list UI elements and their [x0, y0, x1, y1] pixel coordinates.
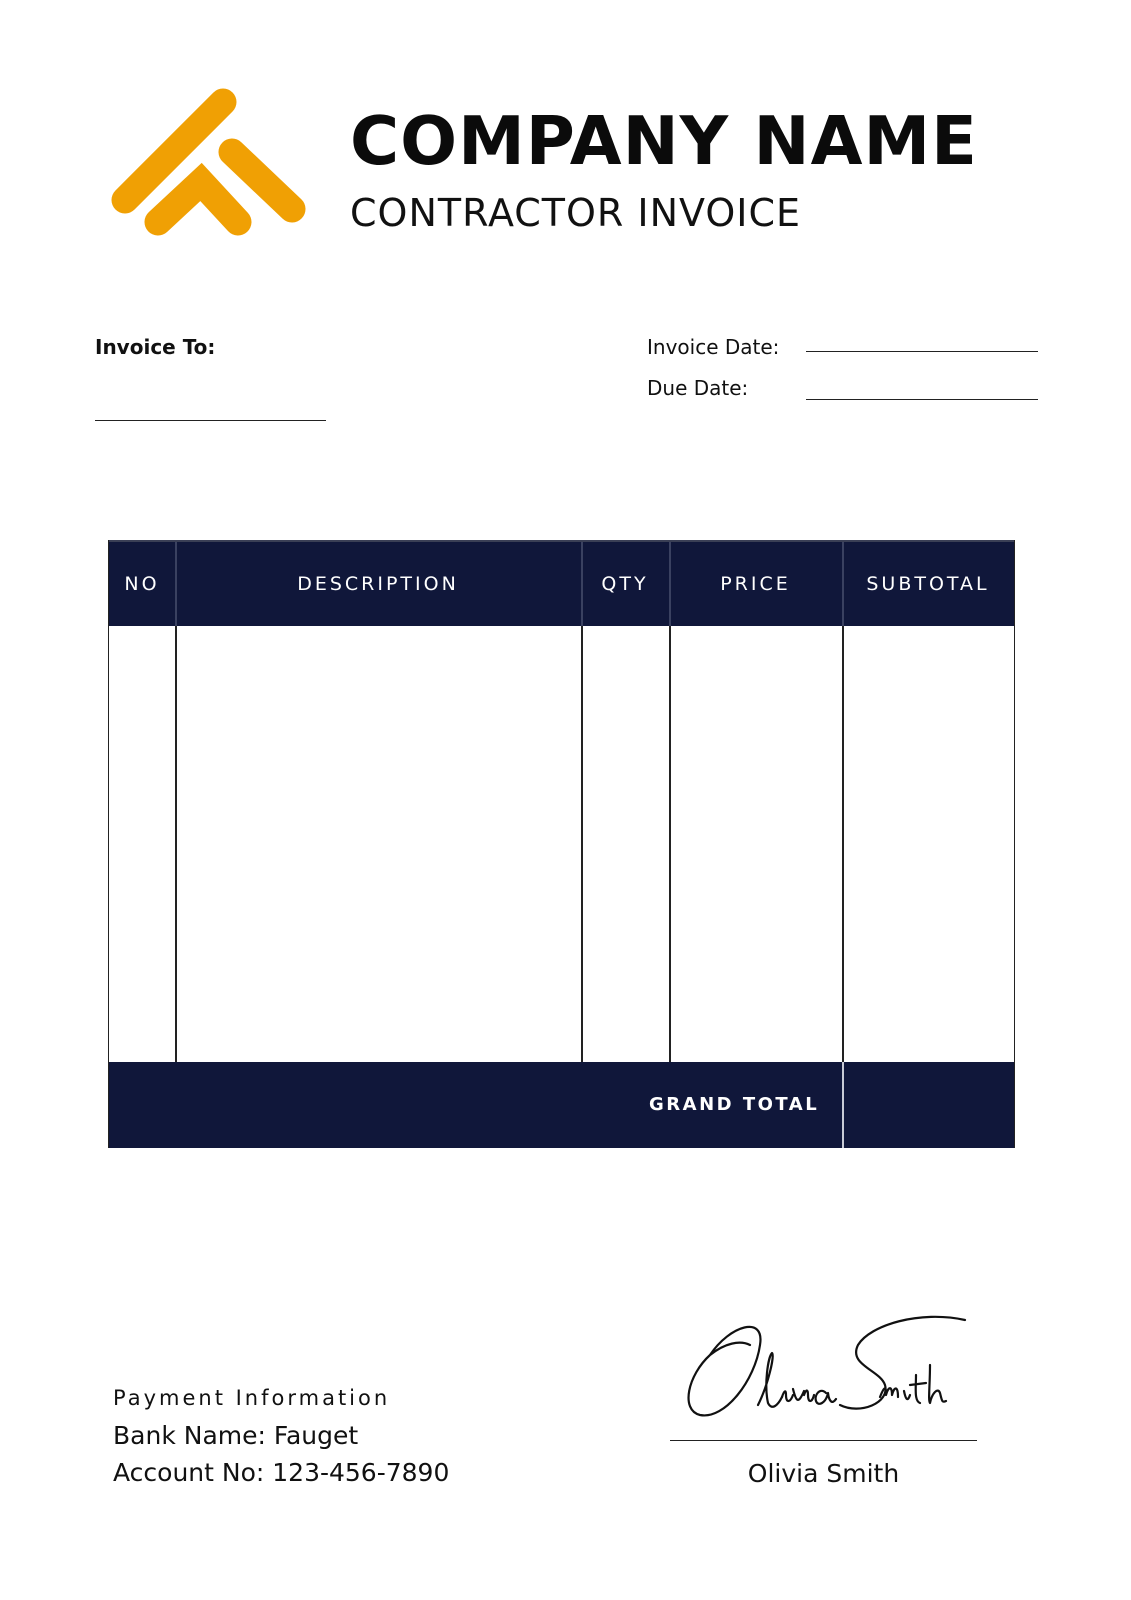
table-footer: [109, 1062, 1014, 1148]
column-divider: [669, 626, 671, 1062]
table-body[interactable]: [109, 626, 1014, 1062]
grand-total-label: GRAND TOTAL: [649, 1094, 820, 1115]
table-header: [109, 540, 1014, 626]
invoice-date-field[interactable]: [806, 327, 1038, 351]
header-divider: [175, 542, 177, 626]
company-logo-icon: [108, 82, 308, 247]
signer-name: Olivia Smith: [747, 1459, 900, 1488]
handwritten-signature: [680, 1315, 990, 1435]
invoice-to-field[interactable]: [95, 390, 326, 416]
column-header-description: DESCRIPTION: [297, 573, 459, 595]
grand-total-value[interactable]: [844, 1062, 1014, 1148]
account-number: Account No: 123-456-7890: [113, 1458, 450, 1487]
column-divider: [581, 626, 583, 1062]
signature-line: [670, 1440, 977, 1441]
invoice-date-label: Invoice Date:: [647, 335, 780, 359]
header-divider: [842, 542, 844, 626]
header-divider: [669, 542, 671, 626]
invoice-items-table: [108, 540, 1015, 1148]
invoice-to-underline: [95, 420, 326, 421]
column-divider: [842, 626, 844, 1062]
column-header-subtotal: SUBTOTAL: [866, 573, 990, 595]
column-header-no: NO: [124, 573, 160, 595]
payment-info-title: Payment Information: [113, 1386, 391, 1410]
due-date-label: Due Date:: [647, 376, 749, 400]
company-name: COMPANY NAME: [350, 102, 978, 180]
due-date-field[interactable]: [806, 375, 1038, 399]
column-header-price: PRICE: [720, 573, 791, 595]
column-divider: [175, 626, 177, 1062]
document-subtitle: CONTRACTOR INVOICE: [350, 191, 802, 235]
bank-name: Bank Name: Fauget: [113, 1421, 359, 1450]
column-header-qty: QTY: [601, 573, 649, 595]
header-divider: [581, 542, 583, 626]
invoice-to-label: Invoice To:: [95, 335, 216, 359]
invoice-date-underline: [806, 351, 1038, 352]
due-date-underline: [806, 399, 1038, 400]
